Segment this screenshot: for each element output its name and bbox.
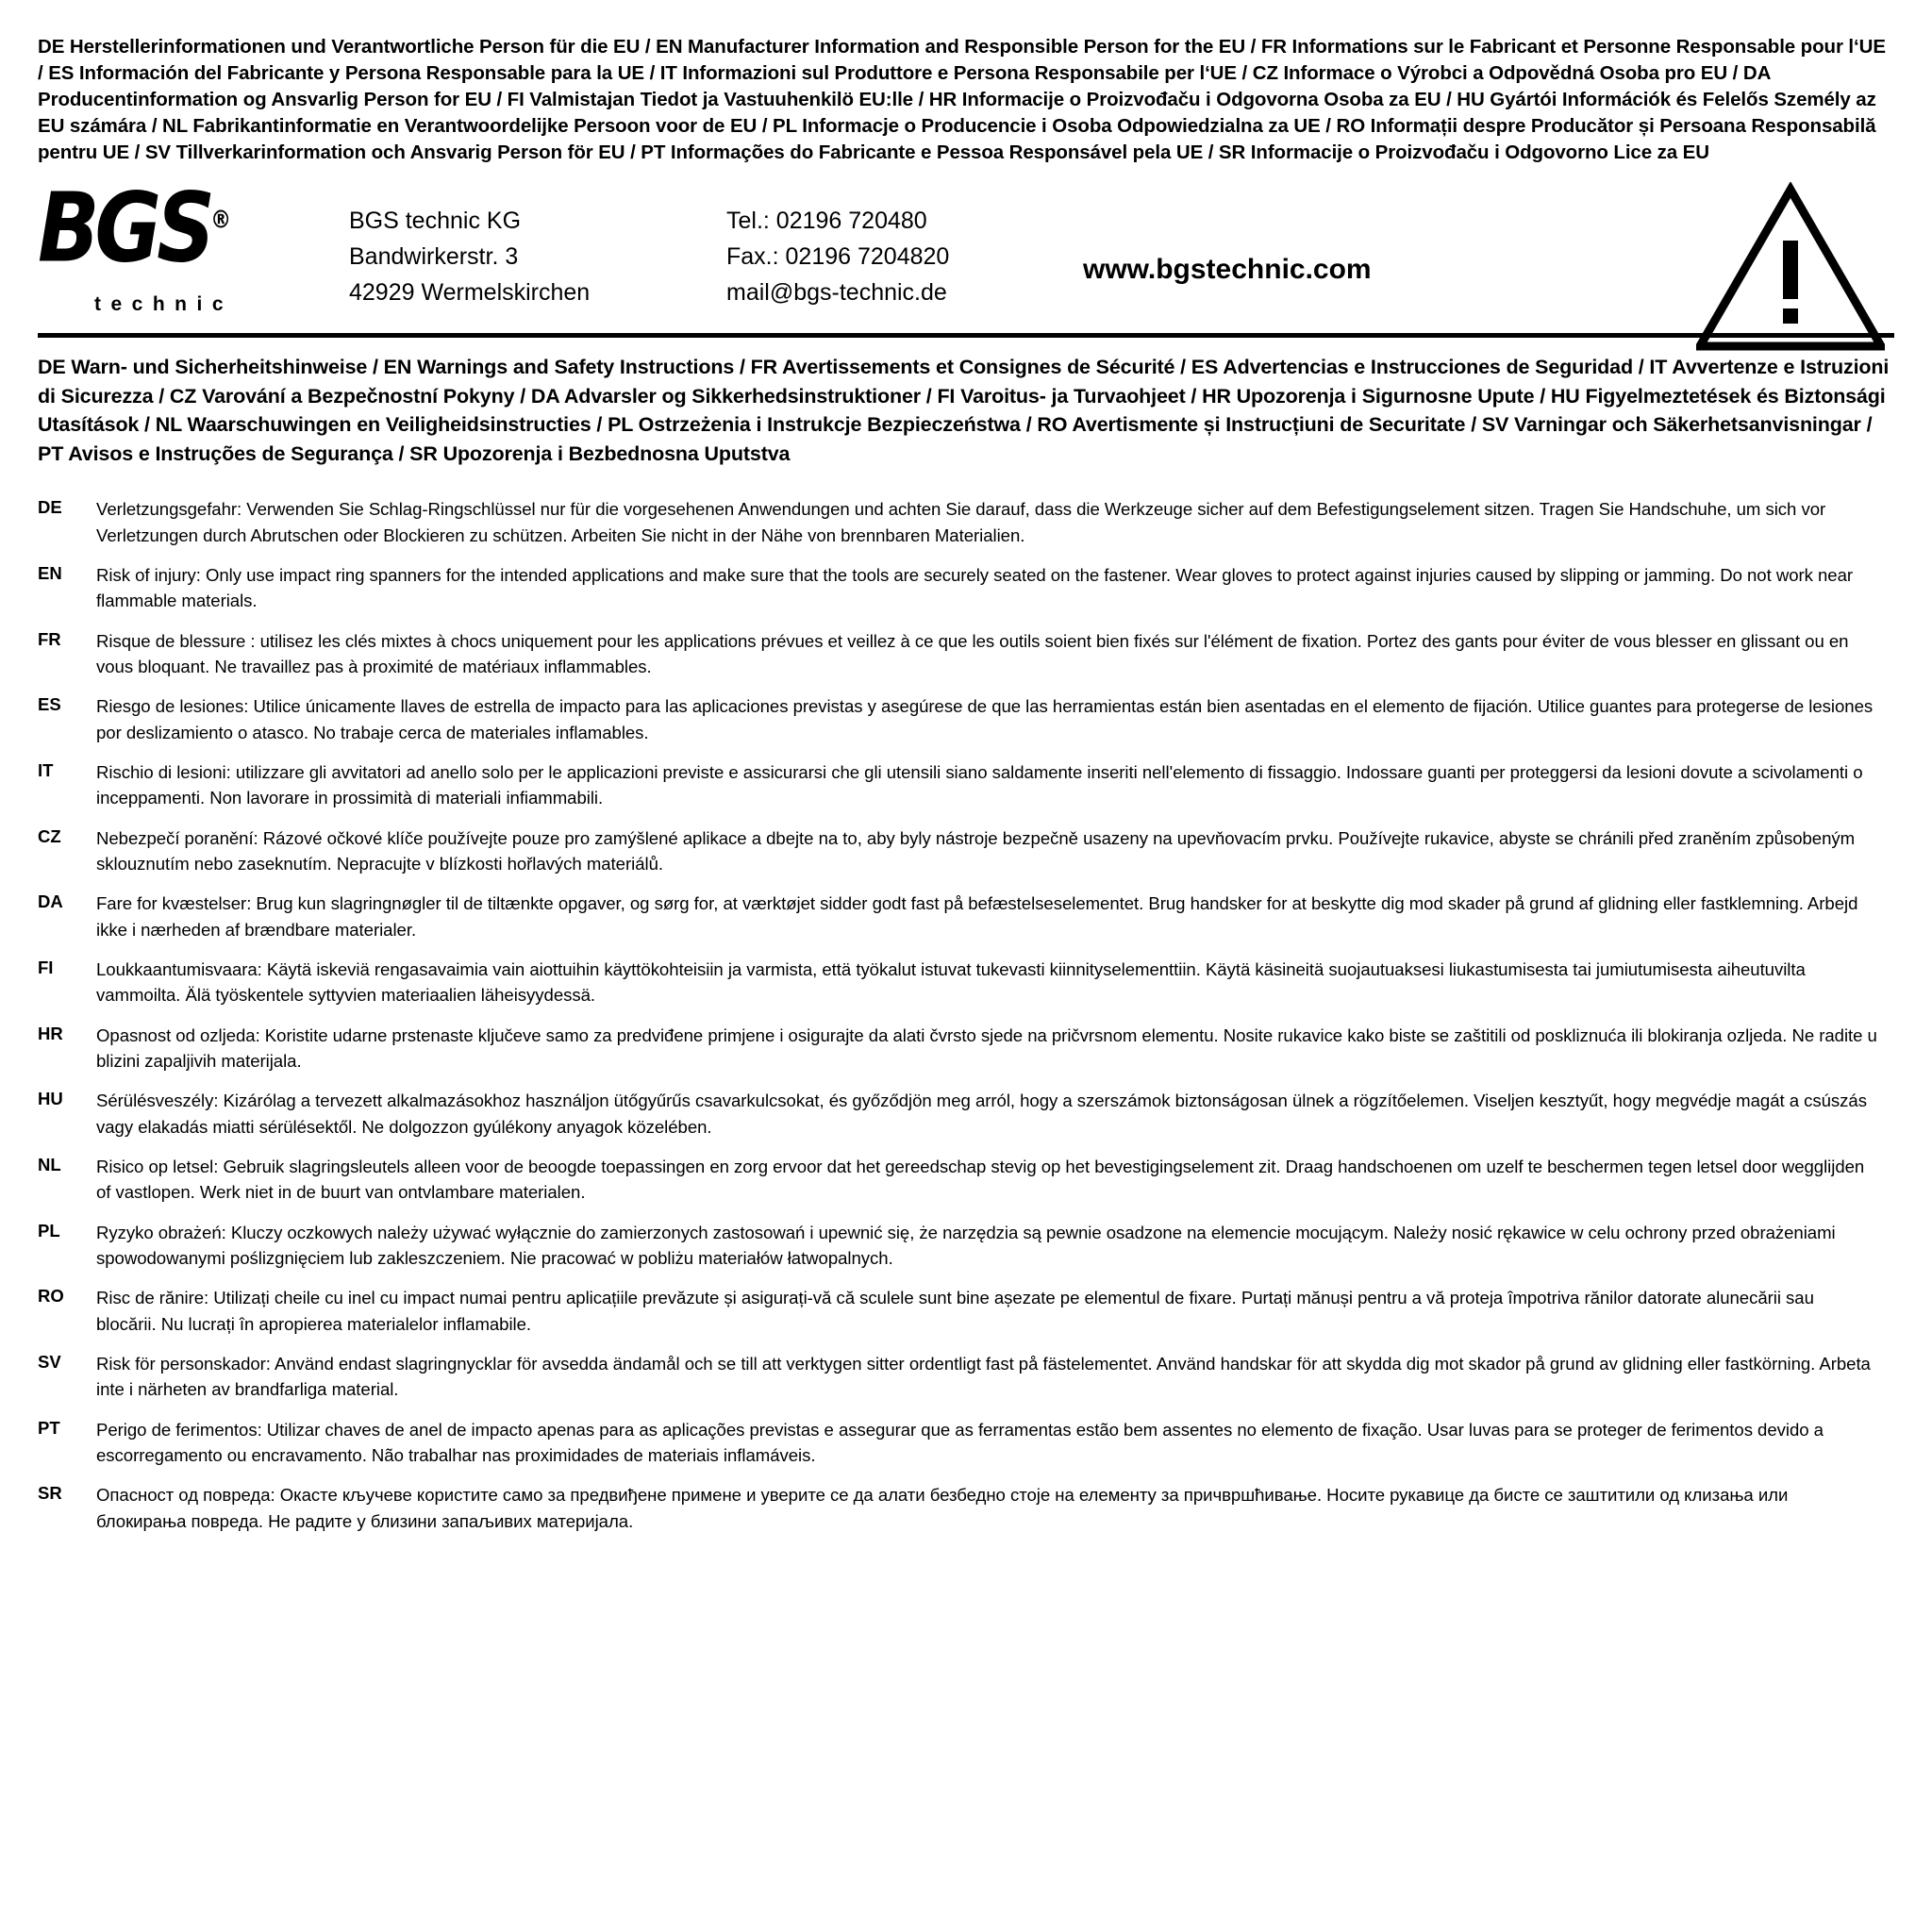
logo-wordmark: [38, 173, 349, 285]
warning-text: Riesgo de lesiones: Utilice únicamente llaves de estrella de impacto para las aplicaciones previstas y asegúrese de que las herramientas están bien asentadas en el elemento de fijación. Utilice guantes para protegerse de lesiones por deslizamiento o atasco. No trabaje cerca de materiales inflamables.: [96, 696, 1874, 742]
language-code: PL: [38, 1220, 60, 1241]
company-website: www.bgstechnic.com: [1083, 254, 1372, 286]
list-item: [38, 759, 1894, 811]
warning-text: Perigo de ferimentos: Utilizar chaves de anel de impacto apenas para as aplicações previstas e assegurar que as ferramentas estão bem assentes no elemento de fixação. Usar luvas para se proteger de ferimentos devido a escorregamento ou encravamento. Não trabalhar nas proximidades de materiais inflamáveis.: [96, 1419, 1824, 1465]
logo-subtitle: technic: [94, 293, 234, 316]
company-telephone: Tel.: 02196 720480: [726, 208, 927, 235]
list-item: [38, 1417, 1894, 1469]
language-code: DA: [38, 891, 63, 912]
list-item: [38, 496, 1894, 548]
warnings-list: [38, 496, 1894, 1534]
company-info-block: [38, 173, 1894, 338]
list-item: [38, 1023, 1894, 1074]
warning-text: Ryzyko obrażeń: Kluczy oczkowych należy używać wyłącznie do zamierzonych zastosowań i upewnić się, że narzędzia są pewnie osadzone na elemencie mocującym. Należy nosić rękawice w celu ochrony przed obrażeniami spowodowanymi poślizgnięciem lub zakleszczeniem. Nie pracować w pobliżu materiałów łatwopalnych.: [96, 1222, 1836, 1268]
warning-triangle-icon: [1696, 182, 1885, 352]
list-item: [38, 825, 1894, 877]
manufacturer-info-heading: DE Herstellerinformationen und Verantwortliche Person für die EU / EN Manufacturer Information and Responsible Person for the EU / FR Informations sur le Fabricant et Personne Responsable pour l‘UE / ES Información del Fabricante y Persona Responsable para la UE / IT Informazioni sul Produttore e Persona Responsabile per l‘UE / CZ Informace o Výrobci a Odpovědná Osoba pro EU / DA Producentinformation og Ansvarlig Person for EU / FI Valmistajan Tiedot ja Vastuuhenkilö EU:lle / HR Informacije o Proizvođaču i Odgovorna Osoba za EU / HU Gyártói Információk és Felelős Személy az EU számára / NL Fabrikantinformatie en Verantwoordelijke Persoon voor de EU / PL Informacje o Producencie i Osoba Odpowiedzialna za UE / RO Informații despre Producător și Persoana Responsabilă pentru UE / SV Tillverkarinformation och Ansvarig Person för EU / PT Informações do Fabricante e Pessoa Responsável pela UE / SR Informacije o Proizvođaču i Odgovorno Lice za EU: [38, 36, 1886, 163]
list-item: [38, 1088, 1894, 1140]
list-item: [38, 562, 1894, 614]
language-code: EN: [38, 563, 62, 584]
company-fax: Fax.: 02196 7204820: [726, 243, 950, 271]
warning-text: Fare for kvæstelser: Brug kun slagringnøgler til de tiltænkte opgaver, og sørg for, at værktøjet sidder godt fast på befæstelseselementet. Brug handsker for at beskytte dig mod skader på grund af glidning eller fastklemning. Arbejd ikke i nærheden af brændbare materialer.: [96, 893, 1858, 940]
warning-text: Risico op letsel: Gebruik slagringsleutels alleen voor de beoogde toepassingen en zorg ervoor dat het gereedschap stevig op het bevestigingselement zit. Draag handschoenen om uzelf te beschermen tegen letsel door wegglijden of vastlopen. Werk niet in de buurt van ontvlambare materialen.: [96, 1157, 1865, 1203]
list-item: [38, 1154, 1894, 1206]
company-street: Bandwirkerstr. 3: [349, 243, 519, 271]
warning-text: Nebezpečí poranění: Rázové očkové klíče používejte pouze pro zamýšlené aplikace a dbejte na to, aby byly nástroje bezpečně usazeny na upevňovacím prvku. Používejte rukavice, abyste se chránili před zraněním způsobeným sklouznutím nebo zaseknutím. Nepracujte v blízkosti hořlavých materiálů.: [96, 827, 1856, 874]
bgs-logo: [38, 173, 349, 316]
warning-text: Verletzungsgefahr: Verwenden Sie Schlag-Ringschlüssel nur für die vorgesehenen Anwendungen und achten Sie darauf, dass die Werkzeuge sicher auf dem Befestigungselement sitzen. Tragen Sie Handschuhe, um sich vor Verletzungen durch Abrutschen oder Blockieren zu schützen. Arbeiten Sie nicht in der Nähe von brennbaren Materialien.: [96, 499, 1826, 545]
language-code: FR: [38, 628, 61, 649]
list-item: [38, 891, 1894, 942]
logo-wordmark-text: BGS: [38, 173, 211, 285]
language-code: HR: [38, 1023, 63, 1043]
list-item: [38, 693, 1894, 745]
language-code: NL: [38, 1155, 61, 1174]
warning-text: Risc de rănire: Utilizați cheile cu inel cu impact numai pentru aplicațiile prevăzute și asigurați-vă că sculele sunt bine așezate pe elementul de fixare. Purtați mănuși pentru a vă proteja împotriva rănilor datorate alunecării sau blocării. Nu lucrați în apropierea materialelor inflamabile.: [96, 1288, 1814, 1334]
list-item: [38, 957, 1894, 1008]
list-item: [38, 1220, 1894, 1272]
warning-text: Sérülésveszély: Kizárólag a tervezett alkalmazásokhoz használjon ütőgyűrűs csavarkulcsokat, és győződjön meg arról, hogy a szerszámok biztonságosan ülnek a rögzítőelemen. Viseljen kesztyűt, hogy megvédje magát a csúszás vagy elakadás miatti sérülésektől. Ne dolgozzon gyúlékony anyagok közelében.: [96, 1091, 1867, 1137]
language-code: DE: [38, 497, 62, 518]
list-item: [38, 1482, 1894, 1534]
language-code: IT: [38, 760, 54, 781]
warning-text: Опасност од повреда: Окасте кључеве користите само за предвиђене примене и уверите се да алати безбедно стоје на елементу за причвршћивање. Носите рукавице да бисте се заштитили од клизања или блокирања повреда. Не радите у близини запаљивих материјала.: [96, 1485, 1789, 1531]
warning-text: Opasnost od ozljeda: Koristite udarne prstenaste ključeve samo za predviđene primjene i osigurajte da alati čvrsto sjede na pričvrsnom elementu. Nosite rukavice kako biste se zaštitili od poskliznuća ili blokiranja ozljeda. Ne radite u blizini zapaljivih materijala.: [96, 1024, 1877, 1072]
language-code: RO: [38, 1286, 64, 1307]
list-item: [38, 628, 1894, 680]
company-city: 42929 Wermelskirchen: [349, 279, 591, 307]
company-name: BGS technic KG: [349, 208, 522, 235]
language-code: PT: [38, 1417, 60, 1438]
language-code: HU: [38, 1089, 63, 1109]
warning-text: Risk of injury: Only use impact ring spanners for the intended applications and make sure that the tools are securely seated on the fastener. Wear gloves to protect against injuries caused by slipping or jamming. Do not work near flammable materials.: [96, 565, 1854, 611]
registered-trademark-icon: ®: [210, 207, 232, 235]
language-code: CZ: [38, 825, 61, 846]
warnings-section-heading: DE Warn- und Sicherheitshinweise / EN Warnings and Safety Instructions / FR Avertissements et Consignes de Sécurité / ES Advertencias e Instrucciones de Seguridad / IT Avvertenze e Istruzioni di Sicurezza / CZ Varování a Bezpečnostní Pokyny / DA Advarsler og Sikkerhedsinstruktioner / FI Varoitus- ja Turvaohjeet / HR Upozorenja i Sigurnosne Upute / HU Figyelmeztetések és Biztonsági Utasítások / NL Waarschuwingen en Veiligheidsinstructies / PL Ostrzeżenia i Instrukcje Bezpieczeństwa / RO Avertismente și Instrucțiuni de Securitate / SV Varningar och Säkerhetsanvisningar / PT Avisos e Instruções de Segurança / SR Upozorenja i Bezbednosna Uputstva: [38, 356, 1890, 465]
warning-text: Loukkaantumisvaara: Käytä iskeviä rengasavaimia vain aiottuihin käyttökohteisiin ja varmista, että työkalut istuvat tukevasti kiinnityselementtiin. Käytä käsineitä suojautuaksesi liukastumisesta tai jumiutumisesta aiheutuvilta vammoilta. Älä työskentele syttyvien materiaalien läheisyydessä.: [96, 959, 1806, 1006]
language-code: SR: [38, 1483, 62, 1504]
language-code: SV: [38, 1351, 61, 1372]
warning-text: Risk för personskador: Använd endast slagringnycklar för avsedda ändamål och se till att verktygen sitter ordentligt fast på fästelementet. Använd handskar för att skydda dig mot skador på grund av glidning eller fastkörning. Arbeta inte i närheten av brandfarliga material.: [96, 1353, 1871, 1400]
company-email: mail@bgs-technic.de: [726, 279, 947, 307]
list-item: [38, 1351, 1894, 1403]
company-contact: [726, 178, 1066, 310]
warning-text: Risque de blessure : utilisez les clés mixtes à chocs uniquement pour les applications prévues et veillez à ce que les outils soient bien fixés sur l'élément de fixation. Portez des gants pour éviter de vous blesser en glissant ou en vous bloquant. Ne travaillez pas à proximité de matériaux inflammables.: [96, 630, 1849, 677]
language-code: ES: [38, 694, 61, 715]
language-code: FI: [38, 958, 54, 978]
company-address: [349, 178, 726, 310]
list-item: [38, 1285, 1894, 1337]
warning-text: Rischio di lesioni: utilizzare gli avvitatori ad anello solo per le applicazioni previste e assicurarsi che gli utensili siano saldamente inseriti nell'elemento di fissaggio. Indossare guanti per proteggersi da lesioni dovute a scivolamenti o inceppamenti. Non lavorare in prossimità di materiali infiammabili.: [96, 762, 1863, 808]
